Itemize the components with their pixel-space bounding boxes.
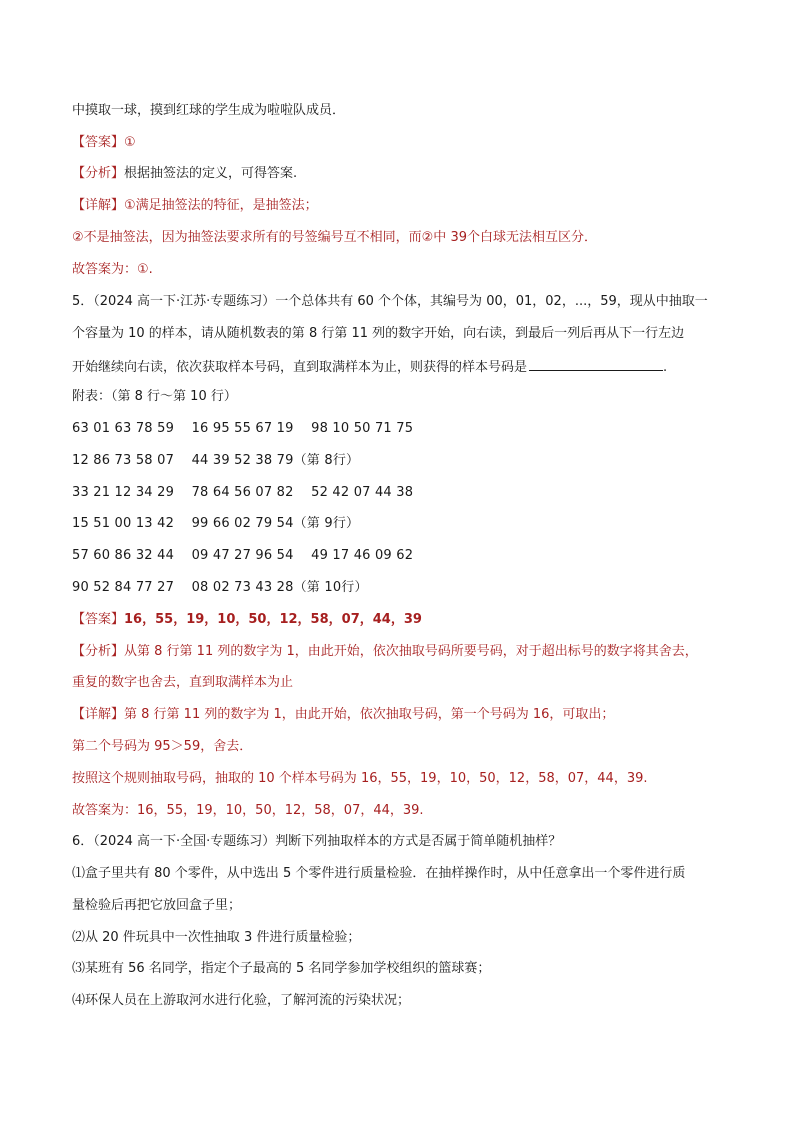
detail-line: ①满足抽签法的特征，是抽签法；	[124, 198, 318, 213]
q6-stem: 6．（2024 高一下·全国·专题练习）判断下列抽取样本的方式是否属于简单随机抽样？	[72, 834, 562, 849]
q4-continuation-line: 中摸取一球，摸到红球的学生成为啦啦队成员．	[72, 103, 346, 118]
q6-item-3: ⑶某班有 56 名同学，指定个子最高的 5 名同学参加学校组织的篮球赛；	[72, 961, 491, 976]
random-table-row: 12 86 73 58 07 44 39 52 38 79（第 8行）	[72, 453, 360, 468]
detail-tag: 【详解】	[72, 707, 125, 722]
q5-appendix-title: 附表：（第 8 行～第 10 行）	[72, 389, 237, 404]
answer-blank[interactable]	[529, 356, 663, 371]
q4-detail-line-2: ②不是抽签法，因为抽签法要求所有的号签编号互不相同，而②中 39个白球无法相互区分．	[72, 230, 597, 245]
q6-item-4: ⑷环保人员在上游取河水进行化验，了解河流的污染状况；	[72, 993, 411, 1008]
q6-item-1-cont: 量检验后再把它放回盒子里；	[72, 898, 242, 913]
q4-answer	[72, 133, 136, 153]
q5-answer	[72, 610, 422, 630]
q5-stem-text: 开始继续向右读，依次获取样本号码，直到取满样本为止，则获得的样本号码是	[72, 360, 528, 375]
q5-detail-line-2: 第二个号码为 95＞59，舍去．	[72, 739, 253, 754]
q5-stem-line-2: 个容量为 10 的样本，请从随机数表的第 8 行第 11 列的数字开始，向右读，到最后一列后再从下一行左边	[72, 326, 685, 341]
q5-stem-end: .	[663, 360, 668, 375]
detail-line: 第 8 行第 11 列的数字为 1，由此开始，依次抽取号码，第一个号码为 16，可取出；	[124, 707, 615, 722]
random-table-row: 57 60 86 32 44 09 47 27 96 54 49 17 46 09 62	[72, 548, 414, 563]
analysis-text: 从第 8 行第 11 列的数字为 1，由此开始，依次抽取号码所要号码，对于超出标号的数字将其舍去，	[124, 644, 698, 659]
random-table-row: 63 01 63 78 59 16 95 55 67 19 98 10 50 71 75	[72, 421, 414, 436]
q4-conclusion: 故答案为：①.	[72, 262, 153, 277]
q4-detail	[72, 196, 318, 216]
random-table-row: 90 52 84 77 27 08 02 73 43 28（第 10行）	[72, 580, 368, 595]
q4-analysis	[72, 164, 297, 184]
q5-stem-line-1: 5．（2024 高一下·江苏·专题练习）一个总体共有 60 个个体，其编号为 00，01，02，...，59，现从中抽取一	[72, 294, 708, 309]
q5-detail	[72, 705, 614, 725]
q5-detail-line-3: 按照这个规则抽取号码，抽取的 10 个样本号码为 16，55，19，10，50，12，58，07，44，39.	[72, 771, 648, 786]
analysis-tag: 【分析】	[72, 166, 125, 181]
answer-tag: 【答案】	[72, 612, 125, 627]
q5-analysis	[72, 642, 698, 662]
q5-analysis-line-2: 重复的数字也舍去，直到取满样本为止	[72, 675, 294, 690]
q6-item-1: ⑴盒子里共有 80 个零件，从中选出 5 个零件进行质量检验．在抽样操作时，从中任意拿出一个零件进行质	[72, 866, 686, 881]
analysis-tag: 【分析】	[72, 644, 125, 659]
random-table-row: 15 51 00 13 42 99 66 02 79 54（第 9行）	[72, 516, 360, 531]
answer-text: 16，55，19，10，50，12，58，07，44，39	[124, 612, 422, 627]
q5-stem-line-3	[72, 356, 667, 378]
analysis-text: 根据抽签法的定义，可得答案.	[124, 166, 298, 181]
q5-conclusion: 故答案为：16，55，19，10，50，12，58，07，44，39.	[72, 803, 424, 818]
q6-item-2: ⑵从 20 件玩具中一次性抽取 3 件进行质量检验；	[72, 930, 361, 945]
answer-text: ①	[124, 135, 136, 150]
answer-tag: 【答案】	[72, 135, 125, 150]
random-table-row: 33 21 12 34 29 78 64 56 07 82 52 42 07 44 38	[72, 485, 414, 500]
detail-tag: 【详解】	[72, 198, 125, 213]
